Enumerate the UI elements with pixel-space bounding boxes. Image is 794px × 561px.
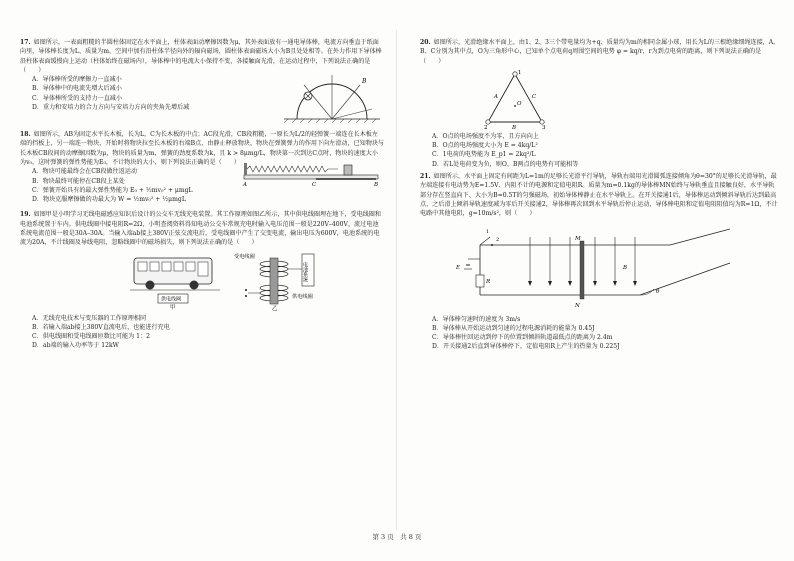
midpoint-b-label: B bbox=[512, 124, 517, 130]
question-21-option-d: D．开关接通2后直到导体棒停下，定值电阻R上产生的热量为 0.225J bbox=[432, 343, 620, 351]
question-21-option-c: C．导体棒往回运动到停下的位置到倾斜轨道最低点的距离为 2.4m bbox=[432, 334, 613, 342]
question-18-option-a: A．物块可能最终会在CB段做往返运动 bbox=[32, 168, 137, 176]
question-17-option-d: D．重力和安培力的合力方向与安培力方向的夹角先增后减 bbox=[32, 104, 190, 112]
switch-2-label: 2 bbox=[496, 236, 500, 243]
question-18-number: 18. bbox=[20, 131, 31, 139]
question-20-figure bbox=[480, 68, 550, 130]
left-column bbox=[20, 38, 384, 354]
question-20-option-b: B．O点的电场强度大小为 E = 4kq/L² bbox=[432, 142, 538, 150]
question-20-option-d: D．若L处电荷变为负，则O、B两点的电势有可能相等 bbox=[432, 160, 579, 168]
question-19-text: 如图甲是小明学习无线电磁感应知识后设计的公交车无线充电装置。其工作原理如图乙所示，其中供电线圈埋在地下，受电线圈和电池系统置于车内。供电线圈中接电阻R=2Ω，小明查阅资料得知电动公交车常规充电时输入电压范围一般是220V–400V，流过电池系统电流范围一般是30A–30A。当输入端ab接上380V正弦交流电后，受电线圈中产生了交变电流，输出电压为600V，电池系统的电流为20A，不计线圈及导线电阻，忽略线圈中的磁场损失，则下列说法正确的是（ ） bbox=[20, 211, 381, 247]
bus-figure bbox=[130, 252, 220, 310]
figure-yi-label: 乙 bbox=[272, 305, 278, 312]
question-20-text: 如图所示，光滑绝缘水平面上，由1、2、3三个带电量均为+q、质量均为m的相同金属小球，用长为L的三根绝缘细绳连接，A、B、C分别为其中点，O为三角形中心，已知单个点电荷q周围空间的电势 φ = kq/r，r为到点电荷的距离，则下列说法正确的是（ ） bbox=[420, 39, 780, 65]
end-stop bbox=[244, 163, 247, 175]
question-21-number: 21. bbox=[420, 173, 431, 181]
question-19-stem bbox=[20, 210, 384, 247]
question-19 bbox=[20, 210, 384, 350]
question-18 bbox=[20, 130, 384, 207]
battery-system-label: 电池系统 bbox=[302, 261, 308, 282]
charge-3-label: 3 bbox=[542, 124, 546, 130]
bus-sign-text: 供电线圈 bbox=[161, 296, 182, 303]
switch-1-label: 1 bbox=[486, 228, 490, 235]
question-19-option-c: C．供电线圈和受电线圈匝数比可能为 1：2 bbox=[32, 333, 150, 341]
supply-coil-label: 供电线圈 bbox=[292, 293, 313, 300]
question-17-figure bbox=[282, 69, 382, 125]
question-21-stem bbox=[420, 172, 780, 218]
question-18-text: 如图所示，AB为固定水平长木板，长为L，C为长木板的中点；AC段光滑，CB段粗糙，一原长为L/2的轻弹簧一端连在长木板左端的挡板上，另一端连一物块，开始时将物块拉至长木板的右端B点，由静止释放物块，物块在弹簧弹力的作用下向左滑动，已知物块与长木板CB段间的动摩擦因数为μ，物块的质量为m，弹簧的劲度系数为k，且 k > 8μmg/L，物块第一次到达C点时，物块的速度大小为v₀，这时弹簧的弹性势能为E₀，不计物块的大小，则下列说法正确的是（ ） bbox=[20, 131, 385, 167]
figure-jia-label: 甲 bbox=[170, 304, 176, 310]
midpoint-c-label: C bbox=[532, 93, 537, 100]
question-20-option-a: A．O点的电场强度不为零，且方向向上 bbox=[432, 132, 539, 140]
question-18-figure bbox=[242, 157, 382, 187]
question-18-option-c: C．弹簧开始具有的最大弹性势能为 E₀ + ½mv₀² + μmgL bbox=[32, 186, 193, 194]
source-e-label: E bbox=[456, 264, 461, 271]
question-17 bbox=[20, 38, 384, 127]
question-19-number: 19. bbox=[20, 211, 31, 219]
question-18-option-d: D．物块克服摩擦做的功最大为 W = ½mv₀² + ½μmgL bbox=[32, 196, 186, 204]
receive-coil-label: 受电线圈 bbox=[234, 253, 255, 260]
block bbox=[344, 165, 352, 175]
page-divider bbox=[396, 30, 397, 530]
charge-1-label: 1 bbox=[518, 69, 522, 76]
midpoint-a-label: A bbox=[494, 93, 498, 100]
rod-m-label: M bbox=[575, 235, 581, 242]
question-21-option-b: B．导体棒从开始运动到匀速的过程电源消耗的能量为 0.45J bbox=[432, 324, 595, 332]
question-20 bbox=[420, 38, 780, 169]
question-17-number: 17. bbox=[20, 39, 31, 46]
question-20-number: 20. bbox=[420, 39, 431, 46]
question-17-text: 如图所示，一表面粗糙的半圆柱体固定在水平面上，柱体表面动摩擦因数为μ，其外表面放有一通电导体棒，电流方向垂直于纸面向里，导体棒长度为L、质量为m，空间中加有沿柱体半径向外的辐向磁场，圆柱体表面磁场大小为B且处处相等。在外力作用下导体棒沿柱体表面缓慢向上运动（柱体始终在磁场内），导体棒中的电流大小保持不变，各接触面光滑，在运动过程中，下列说法正确的是（ ） bbox=[20, 39, 382, 74]
question-18-option-b: B．物块最终可能停在CB段上某处 bbox=[32, 177, 125, 185]
point-c-label: C bbox=[312, 182, 317, 188]
question-20-option-c: C．1电荷的电势能为 E_p1 = 2kq²/L bbox=[432, 151, 536, 159]
question-21-text: 如图所示，水平面上固定有间距为L=1m的足够长光滑平行导轨，导轨右端用光滑圆弧连接倾角为θ=30°的足够长光滑导轨，最左端连接有电动势为E=1.5V、内阻不计的电源和定值电阻R。质量为m=0.1kg的导体棒MN始终与导轨垂直且接触良好，水平导轨部分存在竖直向下、大小为B=0.5T的匀强磁场，初始导体棒静止在水平导轨上。在开关接通1后，导体棒运动到倾斜导轨后达到最高点，之后滑上倾斜导轨速度减为零后开关接通2，导体棒再次回到水平导轨后停止运动，导体棒电阻和定值电阻阻值均为R=1Ω，不计电路中其他电阻，g=10m/s²，则（ ） bbox=[420, 173, 778, 218]
question-17-option-a: A．导体棒所受的摩擦力一直减小 bbox=[32, 76, 122, 84]
point-a-label: A bbox=[243, 182, 247, 188]
ground-hatching bbox=[284, 119, 376, 123]
question-21-figure bbox=[440, 223, 740, 313]
question-17-option-b: B．导体棒中的电流先增大后减小 bbox=[32, 85, 122, 93]
field-b-label: B bbox=[623, 264, 628, 271]
page-footer: 第 3 页 共 8 页 bbox=[372, 533, 422, 541]
rod-mn bbox=[580, 241, 584, 299]
charge-2-label: 2 bbox=[484, 124, 488, 130]
angle-theta-label: θ bbox=[656, 288, 660, 295]
question-19-option-d: D．ab端的输入功率等于 12kW bbox=[32, 342, 119, 350]
spring bbox=[247, 166, 338, 172]
center-o-label: O bbox=[517, 100, 522, 107]
right-column bbox=[420, 38, 780, 355]
question-19-option-b: B．若输入端ab接上380V直流电后，也能进行充电 bbox=[32, 323, 170, 331]
point-b-label: B bbox=[374, 182, 379, 188]
question-20-stem bbox=[420, 38, 780, 66]
question-21 bbox=[420, 172, 780, 352]
question-19-option-a: A．无线充电技术与变压器的工作原理相同 bbox=[32, 314, 147, 322]
coil-figure bbox=[230, 250, 330, 312]
resistor-r-label: R bbox=[486, 278, 491, 285]
field-label-b: B bbox=[362, 78, 367, 86]
question-17-option-c: C．导体棒所受的支持力一直减小 bbox=[32, 94, 122, 102]
question-19-figures bbox=[20, 250, 384, 312]
question-21-option-a: A．导体棒匀速时的速度为 3m/s bbox=[432, 315, 521, 323]
rod-n-label: N bbox=[575, 302, 580, 309]
